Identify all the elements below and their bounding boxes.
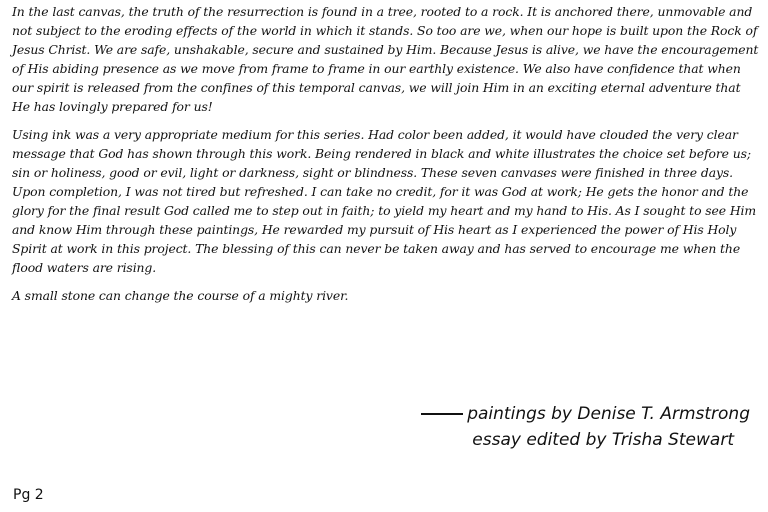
essay-body <box>12 2 760 314</box>
paragraph-ink-medium: Using ink was a very appropriate medium for this series. Had color been added, it would have clouded the very clear message that God has shown through this work. Being rendered in black and white illustrates the choice set before us; sin or holiness, good or evil, light or darkness, sight or blindness. These seven canvases were finished in three days. Upon completion, I was not tired but refreshed. I can take no credit, for it was God at work; He gets the honor and the glory for the final result God called me to step out in faith; to yield my heart and my hand to His. As I sought to see Him and know Him through these paintings, He rewarded my pursuit of His heart as I experienced the power of His Holy Spirit at work in this project. The blessing of this can never be taken away and has served to encourage me when the flood waters are rising. <box>12 127 757 275</box>
credits-block <box>330 401 750 453</box>
paintings-credit-line <box>330 401 750 427</box>
essay-credit: essay edited by Trisha Stewart <box>472 430 734 450</box>
paragraph-resurrection: In the last canvas, the truth of the resurrection is found in a tree, rooted to a rock. It is anchored there, unmovable and not subject to the eroding effects of the world in which it stands. So too are we, when our hope is built upon the Rock of Jesus Christ. We are safe, unshakable, secure and sustained by Him. Because Jesus is alive, we have the encouragement of His abiding presence as we move from frame to frame in our earthly existence. We also have confidence that when our spirit is released from the confines of this temporal canvas, we will join Him in an exciting eternal adventure that He has lovingly prepared for us! <box>12 4 759 114</box>
paintings-credit: paintings by Denise T. Armstrong <box>467 404 750 424</box>
paragraph-small-stone: A small stone can change the course of a mighty river. <box>12 288 349 303</box>
page-number: Pg 2 <box>13 487 44 503</box>
credit-dash-line <box>421 413 463 415</box>
essay-credit-line <box>330 427 750 453</box>
